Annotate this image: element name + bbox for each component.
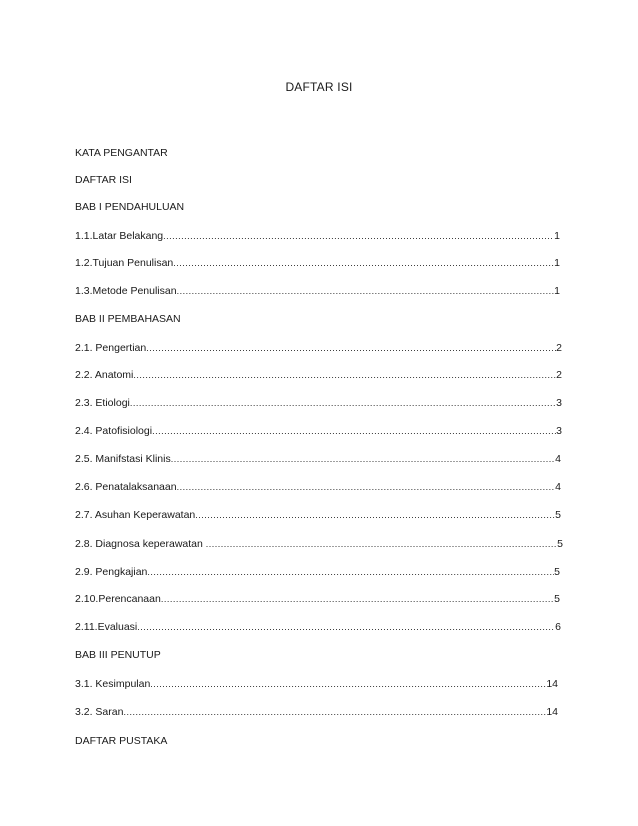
toc-entry-2-10	[75, 592, 560, 606]
toc-entry-3-2	[75, 705, 558, 719]
toc-entry-1-3	[75, 284, 560, 298]
dot-leader	[171, 452, 555, 466]
toc-entry-2-6	[75, 480, 561, 494]
toc-page-number: 1	[554, 285, 560, 297]
toc-entry-1-2	[75, 256, 560, 270]
toc-entry-label: 2.4. Patofisiologi	[75, 425, 153, 437]
toc-entry-2-1	[75, 341, 562, 355]
toc-entry-2-8	[75, 537, 563, 551]
dot-leader	[206, 537, 557, 551]
toc-entry-3-1	[75, 677, 558, 691]
toc-page-number: 1	[554, 257, 560, 269]
toc-entry-2-9	[75, 565, 560, 579]
toc-page-number: 3	[556, 425, 562, 437]
toc-entry-2-2	[75, 368, 562, 382]
toc-entry-label: 2.1. Pengertian	[75, 342, 147, 354]
dot-leader	[146, 341, 556, 355]
toc-heading-kata-pengantar: KATA PENGANTAR	[75, 147, 168, 159]
dot-leader	[195, 508, 555, 522]
toc-entry-2-11	[75, 620, 561, 634]
dot-leader	[147, 565, 554, 579]
toc-entry-1-1	[75, 229, 560, 243]
toc-entry-label: 2.6. Penatalaksanaan	[75, 481, 177, 493]
toc-entry-label: 3.1. Kesimpulan	[75, 678, 151, 690]
toc-page-number: 2	[556, 342, 562, 354]
dot-leader	[161, 592, 554, 606]
document-title: DAFTAR ISI	[285, 80, 353, 94]
toc-heading-bab-1: BAB I PENDAHULUAN	[75, 201, 185, 213]
dot-leader	[150, 677, 546, 691]
toc-page-number: 5	[554, 593, 560, 605]
toc-entry-label: 1.3.Metode Penulisan	[75, 285, 177, 297]
toc-entry-2-3	[75, 396, 562, 410]
toc-page-number: 5	[555, 509, 561, 521]
toc-page-number: 5	[554, 566, 560, 578]
toc-entry-label: 2.5. Manifstasi Klinis	[75, 453, 171, 465]
toc-heading-daftar-isi: DAFTAR ISI	[75, 174, 132, 186]
toc-page-number: 6	[555, 621, 561, 633]
toc-heading-bab-3: BAB III PENUTUP	[75, 649, 161, 661]
toc-page-number: 5	[557, 538, 563, 550]
toc-entry-label: 1.1.Latar Belakang	[75, 230, 164, 242]
toc-entry-label: 1.2.Tujuan Penulisan	[75, 257, 174, 269]
toc-entry-2-5	[75, 452, 561, 466]
toc-heading-bab-2: BAB II PEMBAHASAN	[75, 313, 181, 325]
dot-leader	[123, 705, 546, 719]
dot-leader	[177, 480, 556, 494]
toc-entry-2-4	[75, 424, 562, 438]
dot-leader	[152, 424, 556, 438]
toc-page-number: 4	[555, 453, 561, 465]
toc-entry-label: 2.7. Asuhan Keperawatan	[75, 509, 196, 521]
toc-entry-label: 2.9. Pengkajian	[75, 566, 148, 578]
toc-entry-label: 2.2. Anatomi	[75, 369, 134, 381]
dot-leader	[130, 396, 556, 410]
dot-leader	[173, 256, 554, 270]
toc-entry-label: 2.8. Diagnosa keperawatan	[75, 538, 206, 550]
dot-leader	[177, 284, 555, 298]
toc-page-number: 4	[555, 481, 561, 493]
toc-heading-daftar-pustaka: DAFTAR PUSTAKA	[75, 735, 168, 747]
toc-page-number: 3	[556, 397, 562, 409]
dot-leader	[137, 620, 555, 634]
dot-leader	[163, 229, 554, 243]
toc-entry-label: 3.2. Saran	[75, 706, 124, 718]
dot-leader	[133, 368, 556, 382]
toc-page-number: 14	[546, 678, 558, 690]
toc-entry-label: 2.10.Perencanaan	[75, 593, 161, 605]
toc-entry-label: 2.3. Etiologi	[75, 397, 130, 409]
toc-page-number: 2	[556, 369, 562, 381]
toc-entry-2-7	[75, 508, 561, 522]
toc-entry-label: 2.11.Evaluasi	[75, 621, 138, 633]
toc-page-number: 1	[554, 230, 560, 242]
toc-page-number: 14	[546, 706, 558, 718]
